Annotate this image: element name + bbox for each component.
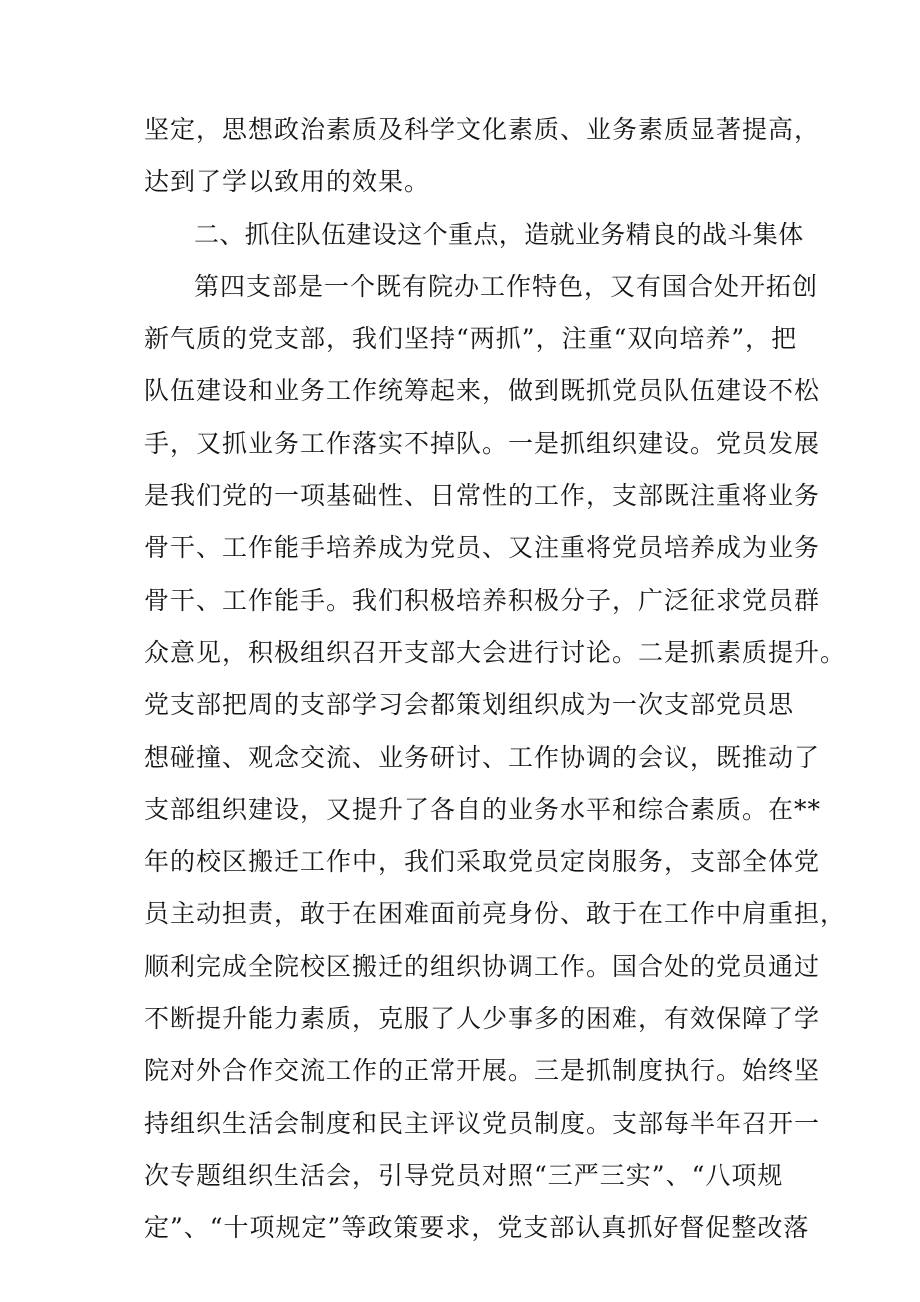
paragraph-first-line: 第四支部是一个既有院办工作特色，又有国合处开拓创: [194, 271, 819, 301]
text-line: 骨干、工作能手。我们积极培养积极分子，广泛征求党员群: [144, 585, 821, 615]
text-line: 骨干、工作能手培养成为党员、又注重将党员培养成为业务: [144, 533, 821, 563]
text-line: 持组织生活会制度和民主评议党员制度。支部每半年召开一: [144, 1108, 821, 1138]
text-line: 员主动担责，敢于在困难面前亮身份、敢于在工作中肩重担，: [144, 899, 847, 929]
text-line: 党支部把周的支部学习会都策划组织成为一次支部党员思: [144, 690, 795, 720]
text-line: 支部组织建设，又提升了各自的业务水平和综合素质。在**: [144, 794, 822, 824]
text-line: 院对外合作交流工作的正常开展。三是抓制度执行。始终坚: [144, 1056, 821, 1086]
text-line: 达到了学以致用的效果。: [144, 167, 431, 197]
text-line: 手，又抓业务工作落实不掉队。一是抓组织建设。党员发展: [144, 428, 821, 458]
text-line: 是我们党的一项基础性、日常性的工作，支部既注重将业务: [144, 481, 821, 511]
text-line: 次专题组织生活会，引导党员对照“三严三实”、“八项规: [144, 1160, 784, 1190]
text-line: 队伍建设和业务工作统筹起来，做到既抓党员队伍建设不松: [144, 376, 821, 406]
text-line: 定”、“十项规定”等政策要求，党支部认真抓好督促整改落: [144, 1213, 810, 1243]
text-line: 众意见，积极组织召开支部大会进行讨论。二是抓素质提升。: [144, 637, 847, 667]
text-line: 不断提升能力素质，克服了人少事多的困难，有效保障了学: [144, 1004, 821, 1034]
text-line: 想碰撞、观念交流、业务研讨、工作协调的会议，既推动了: [144, 742, 821, 772]
text-line: 新气质的党支部，我们坚持“两抓”，注重“双向培养”，把: [144, 324, 798, 354]
section-heading: 二、抓住队伍建设这个重点，造就业务精良的战斗集体: [194, 219, 804, 249]
text-line: 顺利完成全院校区搬迁的组织协调工作。国合处的党员通过: [144, 951, 821, 981]
text-line: 坚定，思想政治素质及科学文化素质、业务素质显著提高，: [144, 115, 821, 144]
document-body: [144, 104, 847, 1255]
text-line: 年的校区搬迁工作中，我们采取党员定岗服务，支部全体党: [144, 847, 821, 877]
